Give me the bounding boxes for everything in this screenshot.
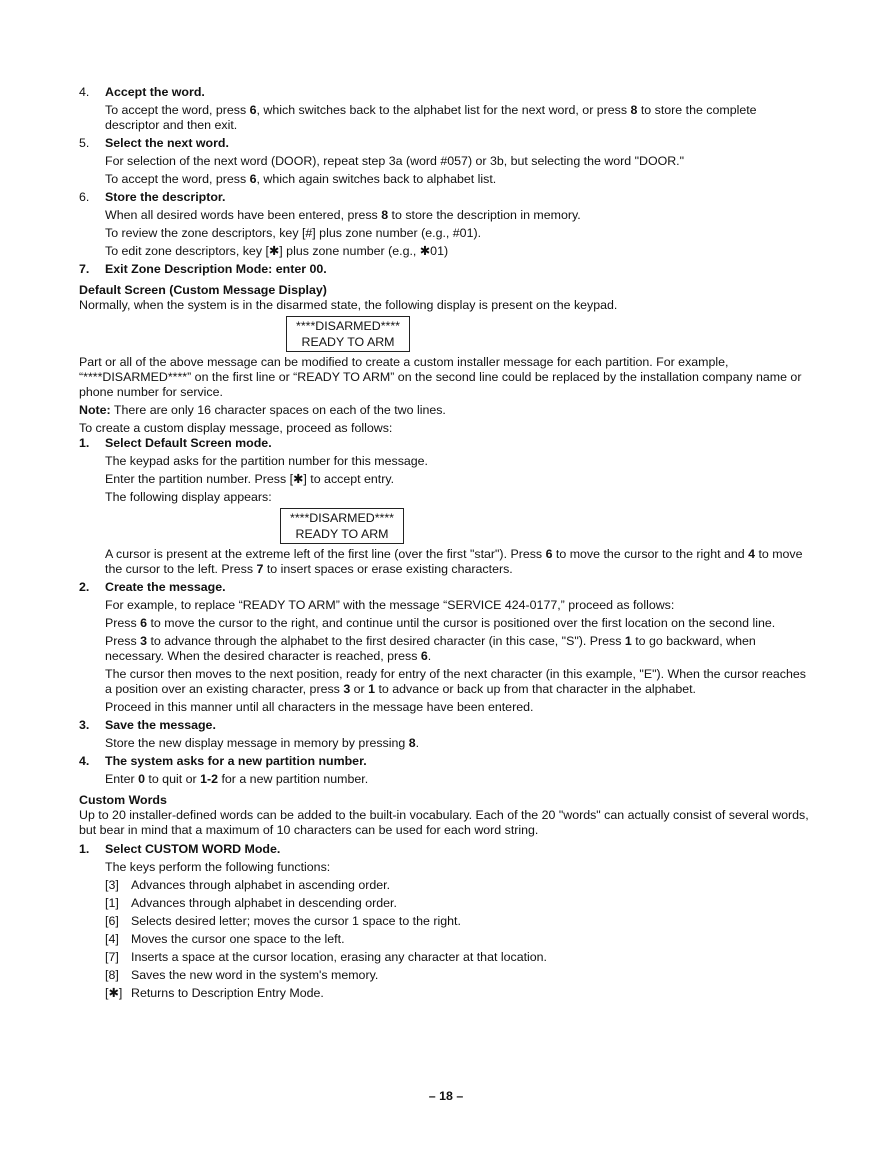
key-value: 3 <box>140 634 148 648</box>
step-number: 5. <box>79 136 90 150</box>
step <box>79 262 814 277</box>
step-text: The keypad asks for the partition number for this message. <box>105 454 429 468</box>
step-text: For selection of the next word (DOOR), repeat step 3a (word #057) or 3b, but selecting the word "DOOR." <box>105 154 685 168</box>
key-value: 6 <box>249 172 257 186</box>
key-value: 0 <box>138 772 145 786</box>
step-text: For example, to replace “READY TO ARM” with the message “SERVICE 424-0177,” proceed as follows: <box>105 598 675 612</box>
key-value: 8 <box>381 208 389 222</box>
step-text: The cursor then moves to the next position, ready for entry of the next character (in this example, "E"). When the cursor reaches a position over an existing character, press 3 or 1 to advance or back up from that character in the alphabet. <box>105 667 806 696</box>
key-value: 1 <box>368 682 376 696</box>
key-value: 8 <box>630 103 638 117</box>
step-text: To edit zone descriptors, key [✱] plus zone number (e.g., ✱01) <box>105 244 449 258</box>
step-number: 7. <box>79 262 90 276</box>
step <box>79 718 814 751</box>
lcd-display-1 <box>79 316 814 352</box>
step <box>79 190 814 259</box>
steps-top <box>79 85 814 277</box>
key-description: Selects desired letter; moves the cursor 1 space to the right. <box>131 914 461 928</box>
step-number: 2. <box>79 580 90 594</box>
custom-word-step-intro: The keys perform the following functions: <box>105 860 331 874</box>
key-value: 6 <box>420 649 428 663</box>
procedure-intro: To create a custom display message, proceed as follows: <box>79 421 393 435</box>
step-text: To accept the word, press 6, which again switches back to alphabet list. <box>105 172 497 186</box>
key-value: 7 <box>256 562 264 576</box>
key-function-row <box>105 914 814 929</box>
step <box>79 754 814 787</box>
step-title: Select the next word. <box>105 136 229 150</box>
key-value: 6 <box>249 103 257 117</box>
key-label: [8] <box>105 968 119 982</box>
custom-words-heading: Custom Words <box>79 793 167 807</box>
page-number: – 18 – <box>428 1089 464 1103</box>
key-value: 1 <box>624 634 632 648</box>
step-title: Select Default Screen mode. <box>105 436 272 450</box>
step-text: Proceed in this manner until all characters in the message have been entered. <box>105 700 534 714</box>
step-text: Store the new display message in memory by pressing 8. <box>105 736 420 750</box>
key-value: 8 <box>408 736 416 750</box>
step <box>79 436 814 577</box>
key-value: 3 <box>343 682 351 696</box>
step-text: Press 3 to advance through the alphabet to the first desired character (in this case, "S"). Press 1 to go backward, when necessary. When the desired character is reached, press 6. <box>105 634 756 663</box>
custom-words-intro: Up to 20 installer-defined words can be added to the built-in vocabulary. Each of the 20 "words" can actually consist of several words, but bear in mind that a maximum of 10 characters can be used for each word string. <box>79 808 809 837</box>
step-title: Accept the word. <box>105 85 205 99</box>
lcd-line-2: READY TO ARM <box>301 335 395 349</box>
custom-word-step <box>79 842 814 857</box>
step <box>79 85 814 133</box>
note-text: There are only 16 character spaces on each of the two lines. <box>110 403 446 417</box>
key-label: [4] <box>105 932 119 946</box>
key-value: 6 <box>140 616 148 630</box>
step-number: 4. <box>79 754 90 768</box>
key-description: Moves the cursor one space to the left. <box>131 932 345 946</box>
note-label: Note: <box>79 403 111 417</box>
step-title: Create the message. <box>105 580 226 594</box>
key-function-row <box>105 896 814 911</box>
default-screen-paragraph: Part or all of the above message can be modified to create a custom installer message for each partition. For example, “****DISARMED****” on the first line or “READY TO ARM” on the second line could be replaced by the installation company name or phone number for service. <box>79 355 802 399</box>
key-description: Saves the new word in the system's memory. <box>131 968 379 982</box>
key-label: [6] <box>105 914 119 928</box>
step-title: The system asks for a new partition number. <box>105 754 367 768</box>
step-number: 1. <box>79 436 90 450</box>
lcd-line-1: ****DISARMED**** <box>290 511 394 525</box>
step-title: Select CUSTOM WORD Mode. <box>105 842 281 856</box>
step-title: Exit Zone Description Mode: enter 00. <box>105 262 327 276</box>
manual-page <box>79 85 814 1001</box>
key-function-row <box>105 968 814 983</box>
step-number: 6. <box>79 190 90 204</box>
step <box>79 136 814 187</box>
step-text: Press 6 to move the cursor to the right, and continue until the cursor is positioned over the first location on the second line. <box>105 616 776 630</box>
step-number: 3. <box>79 718 90 732</box>
step-text: When all desired words have been entered, press 8 to store the description in memory. <box>105 208 581 222</box>
key-description: Advances through alphabet in descending order. <box>131 896 397 910</box>
steps-mid <box>79 436 814 787</box>
step-text: The following display appears: <box>105 490 272 504</box>
key-label: [7] <box>105 950 119 964</box>
lcd-line-2: READY TO ARM <box>295 527 389 541</box>
default-screen-intro: Normally, when the system is in the disarmed state, the following display is present on the keypad. <box>79 298 618 312</box>
step-title: Store the descriptor. <box>105 190 226 204</box>
step-number: 1. <box>79 842 90 856</box>
key-description: Advances through alphabet in ascending order. <box>131 878 391 892</box>
key-label: [3] <box>105 878 119 892</box>
step <box>79 580 814 715</box>
key-function-row <box>105 932 814 947</box>
key-value: 1-2 <box>200 772 218 786</box>
key-function-row <box>105 950 814 965</box>
key-description: Returns to Description Entry Mode. <box>131 986 324 1000</box>
key-description: Inserts a space at the cursor location, erasing any character at that location. <box>131 950 547 964</box>
key-function-row <box>105 878 814 893</box>
step-text: A cursor is present at the extreme left of the first line (over the first "star"). Press 6 to move the cursor to the right and 4 to move the cursor to the left. Press 7 to insert spaces or erase existing characters. <box>105 547 803 576</box>
key-label: [1] <box>105 896 119 910</box>
key-function-row <box>105 986 814 1001</box>
step-text: Enter 0 to quit or 1-2 for a new partition number. <box>105 772 369 786</box>
note <box>79 403 814 418</box>
default-screen-heading: Default Screen (Custom Message Display) <box>79 283 327 297</box>
step-title: Save the message. <box>105 718 216 732</box>
key-label: [✱] <box>105 986 123 1000</box>
step-text: Enter the partition number. Press [✱] to accept entry. <box>105 472 395 486</box>
lcd-line-1: ****DISARMED**** <box>296 319 400 333</box>
key-value: 6 <box>545 547 553 561</box>
step-text: To review the zone descriptors, key [#] plus zone number (e.g., #01). <box>105 226 482 240</box>
step-text: To accept the word, press 6, which switches back to the alphabet list for the next word, or press 8 to store the complete descriptor and then exit. <box>105 103 757 132</box>
step-number: 4. <box>79 85 90 99</box>
key-value: 4 <box>748 547 755 561</box>
key-function-list <box>105 878 814 1001</box>
lcd-display-2 <box>79 508 814 544</box>
